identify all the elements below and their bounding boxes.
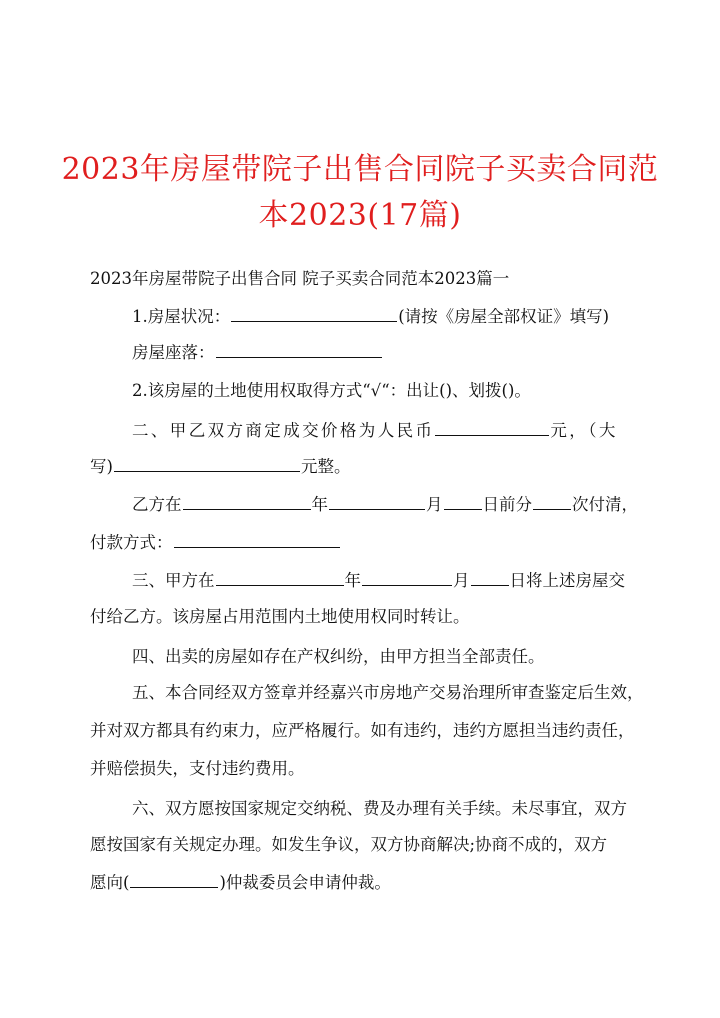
payment-year-blank[interactable]: [183, 494, 311, 510]
delivery-day-blank[interactable]: [471, 570, 509, 586]
payment-method-blank[interactable]: [174, 532, 340, 548]
price-capital-blank[interactable]: [114, 456, 300, 472]
payment-year-label: 年: [311, 495, 328, 514]
clause-taxes-line-3: [90, 872, 391, 894]
payment-month-blank[interactable]: [329, 494, 425, 510]
arbitration-prefix: 愿向(: [90, 873, 130, 892]
clause-validity-line-3: 并赔偿损失，支付违约费用。: [90, 759, 305, 778]
payment-times-blank[interactable]: [533, 494, 571, 510]
payment-method-label: 付款方式：: [90, 533, 173, 552]
capital-unit: 元整。: [300, 457, 351, 476]
delivery-month-label: 月: [453, 571, 470, 590]
clause-1-note: (请按《房屋全部权证》填写): [398, 307, 610, 326]
clause-2: 2.该房屋的土地使用权取得方式“√“：出让()、划拨()。: [132, 381, 531, 400]
clause-dispute: 四、出卖的房屋如存在产权纠纷，由甲方担当全部责任。: [132, 647, 545, 666]
delivery-month-blank[interactable]: [362, 570, 452, 586]
price-label: 二、甲乙双方商定成交价格为人民币: [132, 421, 435, 440]
house-location-blank[interactable]: [216, 342, 382, 358]
capital-label: 写): [90, 457, 113, 476]
payment-day-blank[interactable]: [444, 494, 482, 510]
clause-price: [132, 420, 618, 442]
clause-taxes-line-2: 愿按国家有关规定办理。如发生争议，双方协商解决;协商不成的，双方: [90, 835, 608, 854]
clause-1-location: [132, 342, 383, 364]
payment-times-label: 次付清，: [572, 495, 638, 514]
delivery-day-label: 日将上述房屋交: [509, 571, 625, 590]
clause-1-label: 1.房屋状况：: [132, 307, 231, 326]
location-label: 房屋座落：: [132, 343, 215, 362]
delivery-year-blank[interactable]: [216, 570, 344, 586]
clause-payment: [132, 494, 638, 516]
document-title-line-1: 2023年房屋带院子出售合同院子买卖合同范: [61, 152, 659, 187]
clause-delivery: [132, 570, 625, 592]
delivery-year-label: 年: [344, 571, 361, 590]
payment-day-label: 日前分: [482, 495, 532, 514]
clause-1: [132, 306, 609, 328]
arbitration-suffix: )仲裁委员会申请仲裁。: [219, 873, 391, 892]
clause-validity-line-2: 并对双方都具有约束力，应严格履行。如有违约，违约方愿担当违约责任，: [90, 721, 635, 740]
clause-delivery-cont: 付给乙方。该房屋占用范围内土地使用权同时转让。: [90, 607, 470, 626]
clause-price-capital: [90, 456, 350, 478]
clause-validity-line-1: 五、本合同经双方签章并经嘉兴市房地产交易治理所审查鉴定后生效，: [132, 683, 644, 702]
house-status-blank[interactable]: [231, 306, 397, 322]
clause-taxes-line-1: 六、双方愿按国家规定交纳税、费及办理有关手续。未尽事宜，双方: [132, 799, 627, 818]
payment-month-label: 月: [426, 495, 443, 514]
section-heading: 2023年房屋带院子出售合同 院子买卖合同范本2023篇一: [90, 269, 510, 288]
arbitration-committee-blank[interactable]: [130, 872, 218, 888]
clause-payment-method: [90, 532, 341, 554]
price-unit: 元，（大: [550, 421, 618, 440]
document-title-line-2: 本2023(17篇): [258, 198, 462, 233]
price-amount-blank[interactable]: [435, 420, 549, 436]
payment-label: 乙方在: [132, 495, 182, 514]
delivery-label: 三、甲方在: [132, 571, 215, 590]
